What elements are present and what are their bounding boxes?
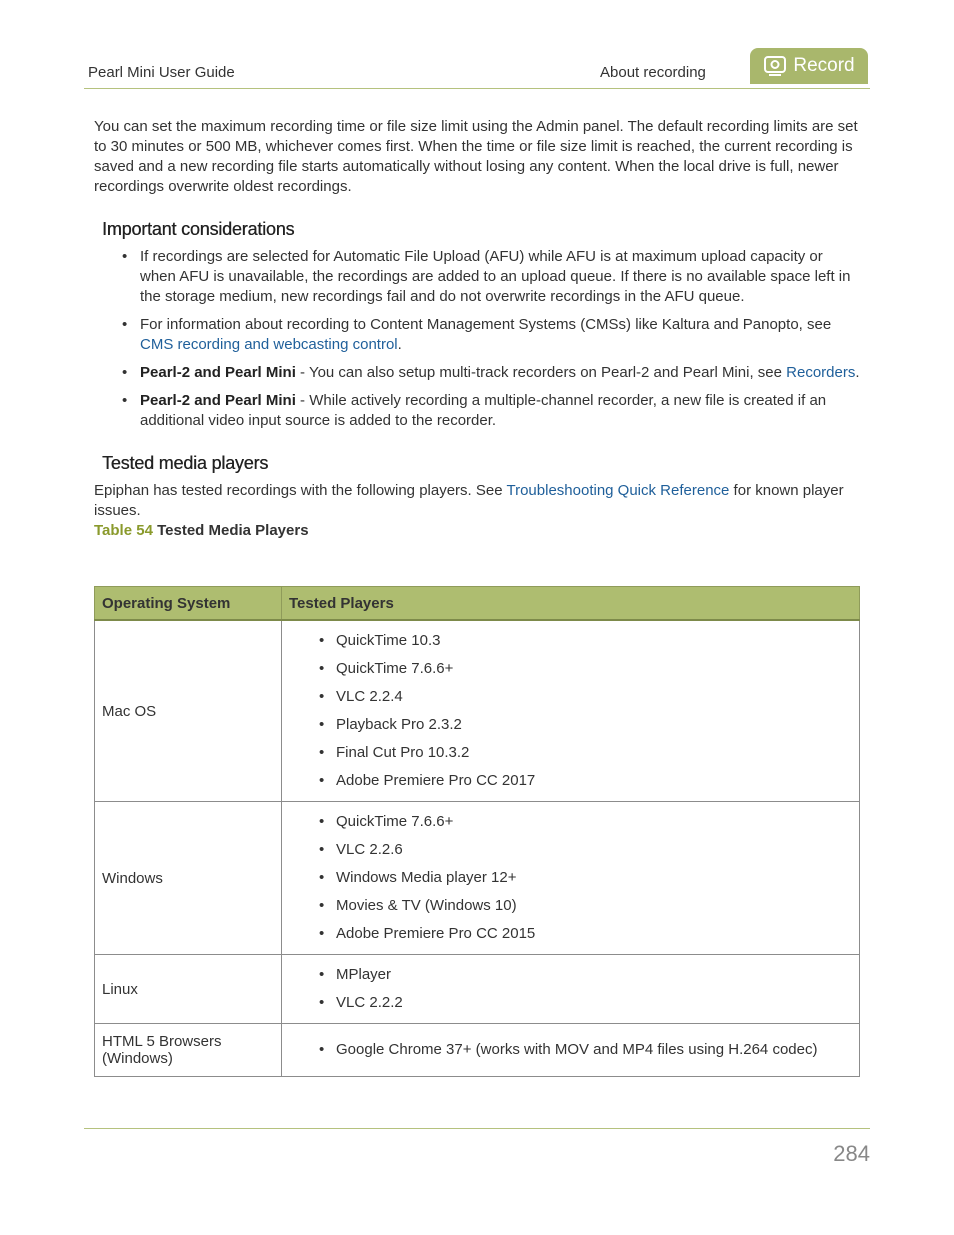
footer-divider [84,1128,870,1129]
player-item: • Movies & TV (Windows 10) [336,892,852,920]
player-item: • Windows Media player 12+ [336,864,852,892]
table-caption-number: Table 54 [94,522,153,539]
os-cell [95,1024,282,1077]
table-caption-title: Tested Media Players [157,522,309,539]
players-heading: Tested media players [102,453,269,473]
main-content [94,117,860,541]
players-cell [282,955,860,1024]
list-item [140,315,860,355]
troubleshooting-link[interactable]: Troubleshooting Quick Reference [506,482,730,499]
page-header [84,48,870,89]
list-item [140,247,860,307]
player-item: • VLC 2.2.4 [336,683,852,711]
player-item: • Final Cut Pro 10.3.2 [336,739,852,767]
page-number: 284 [833,1141,870,1166]
os-cell-line: HTML 5 Browsers [102,1033,222,1050]
players-text: Epiphan has tested recordings with the following players. See [94,482,507,499]
consideration-lead: Pearl-2 and Pearl Mini [140,392,296,409]
consideration-text: - While actively recording a multiple-channel recorder, a new file is created if an additional video input source is added to the recorder. [140,392,827,429]
record-icon [763,55,787,77]
list-item [140,363,860,383]
players-cell [282,1024,860,1077]
section-title: About recording [600,64,706,81]
considerations-heading: Important considerations [102,219,295,239]
players-cell [282,802,860,955]
table-row [95,802,860,955]
player-item: • Playback Pro 2.3.2 [336,711,852,739]
os-cell-line: (Windows) [102,1050,173,1067]
consideration-text-end: . [397,336,402,353]
intro-paragraph: You can set the maximum recording time or file size limit using the Admin panel. The default recording limits are set to 30 minutes or 500 MB, whichever comes first. When the time or file size limit is reached, the current recording is saved and a new recording file starts automatically without losing any content. When the local drive is full, newer recordings overwrite oldest recordings. [94,118,858,195]
record-badge [750,48,868,84]
table-header-row [95,587,860,621]
considerations-list [94,247,860,431]
cms-recording-link[interactable]: CMS recording and webcasting control [140,336,398,353]
table-row [95,955,860,1024]
column-header-players: Tested Players [282,587,860,621]
player-item: • VLC 2.2.6 [336,836,852,864]
players-text-end: for known player issues. [94,482,844,519]
os-cell: Windows [95,802,282,955]
consideration-lead: Pearl-2 and Pearl Mini [140,364,296,381]
player-item: • Adobe Premiere Pro CC 2015 [336,920,852,948]
table-row [95,620,860,802]
player-item: • VLC 2.2.2 [336,989,852,1017]
player-item: • MPlayer [336,961,852,989]
guide-title: Pearl Mini User Guide [88,64,235,81]
table-row [95,1024,860,1077]
consideration-text: For information about recording to Content Management Systems (CMSs) like Kaltura and Panopto, see [140,316,832,333]
player-item: • QuickTime 7.6.6+ [336,808,852,836]
table-caption [94,521,860,541]
consideration-text: - You can also setup multi-track recorders on Pearl-2 and Pearl Mini, see [295,364,787,381]
record-badge-label: Record [793,55,855,76]
player-item: • Adobe Premiere Pro CC 2017 [336,767,852,795]
players-cell [282,620,860,802]
column-header-os: Operating System [95,587,282,621]
os-cell: Mac OS [95,620,282,802]
player-item: • QuickTime 10.3 [336,627,852,655]
players-paragraph [94,481,860,521]
consideration-text-end: . [855,364,860,381]
consideration-text: If recordings are selected for Automatic File Upload (AFU) while AFU is at maximum upload capacity or when AFU is unavailable, the recordings are added to an upload queue. If there is no available space left in the storage medium, new recordings fail and do not overwrite recordings in the AFU queue. [140,248,851,305]
player-item: • QuickTime 7.6.6+ [336,655,852,683]
list-item [140,391,860,431]
player-item: • Google Chrome 37+ (works with MOV and MP4 files using H.264 codec) [336,1036,852,1064]
os-cell: Linux [95,955,282,1024]
recorders-link[interactable]: Recorders [786,364,856,381]
tested-players-table [94,586,860,1077]
